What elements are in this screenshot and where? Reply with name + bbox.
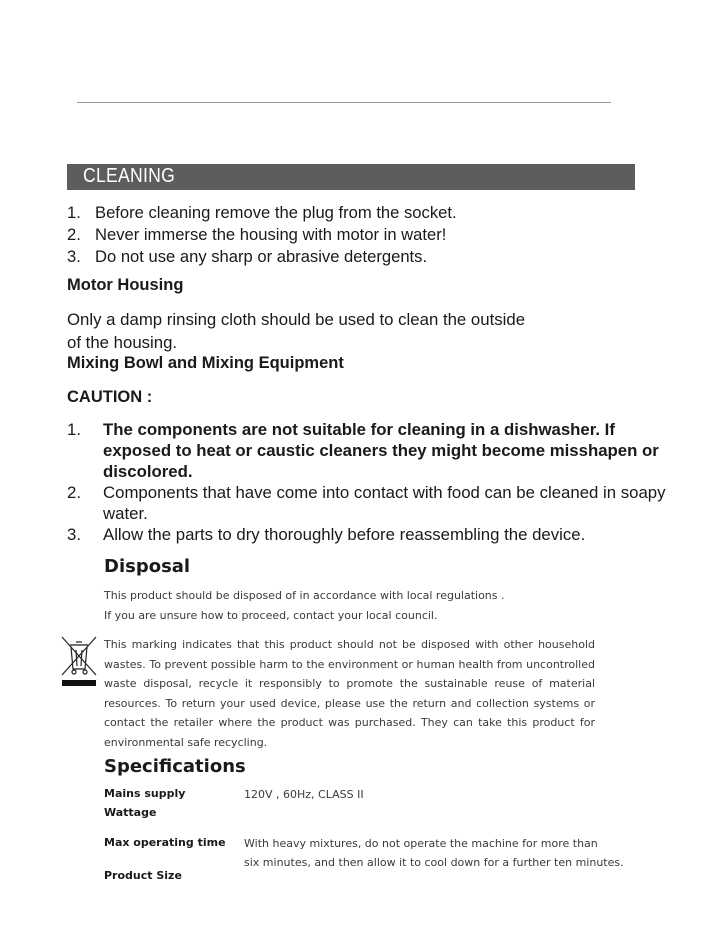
specifications-heading: Specifications: [104, 756, 246, 777]
cleaning-steps: [67, 202, 457, 268]
weee-disposal-text: This marking indicates that this product should not be disposed with other household wastes. To prevent possible harm to the environment or human health from uncontrolled waste disposal, recycle it responsibly to promote the sustainable reuse of material resources. To return your used device, please use the return and collection systems or contact the retailer where the product was purchased. They can take this product for environmental safe recycling.: [104, 638, 595, 749]
list-item: 2. Components that have come into contact with food can be cleaned in soapy water.: [67, 483, 666, 523]
section-banner: [67, 164, 635, 190]
section-title: CLEANING: [83, 165, 176, 187]
list-item: 2. Never immerse the housing with motor in water!: [67, 225, 447, 244]
spec-label-mains: Mains supply: [104, 787, 186, 800]
spec-value-mains: 120V , 60Hz, CLASS II: [244, 788, 364, 801]
caution-list: [67, 419, 673, 545]
list-item: 3. Allow the parts to dry thoroughly before reassembling the device.: [67, 525, 586, 544]
motor-housing-heading: Motor Housing: [67, 276, 184, 294]
crossed-out-wheelie-bin-icon: [60, 635, 98, 687]
list-item: 1. Before cleaning remove the plug from the socket.: [67, 203, 457, 222]
spec-label-max-time: Max operating time: [104, 836, 226, 849]
mixing-bowl-heading: Mixing Bowl and Mixing Equipment: [67, 354, 344, 372]
spec-value-max-time: With heavy mixtures, do not operate the machine for more than six minutes, and then allow it to cool down for a further ten minutes.: [244, 837, 624, 869]
spec-label-size: Product Size: [104, 869, 182, 882]
motor-housing-text: Only a damp rinsing cloth should be used to clean the outside of the housing.: [67, 310, 526, 352]
list-item: 1. The components are not suitable for cleaning in a dishwasher. If exposed to heat or caustic cleaners they might become misshapen or discolored.: [67, 420, 659, 481]
caution-heading: CAUTION :: [67, 388, 153, 406]
disposal-text: This product should be disposed of in accordance with local regulations . If you are unsure how to proceed, contact your local council.: [104, 589, 505, 622]
disposal-heading: Disposal: [104, 556, 191, 577]
list-item: 3. Do not use any sharp or abrasive detergents.: [67, 247, 428, 266]
header-rule: [77, 102, 611, 103]
spec-label-wattage: Wattage: [104, 806, 157, 819]
